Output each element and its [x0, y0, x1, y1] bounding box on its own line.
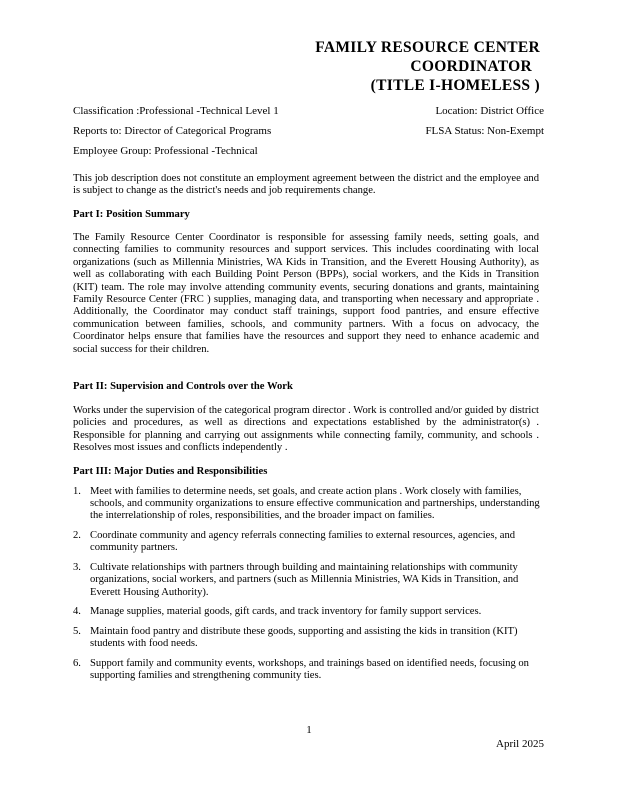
- duty-number: 5.: [73, 626, 81, 638]
- duty-item: [73, 562, 543, 599]
- employee-group: Employee Group: Professional -Technical: [73, 145, 258, 157]
- part1-heading: Part I: Position Summary: [73, 209, 190, 220]
- duty-text: Meet with families to determine needs, set goals, and create action plans . Work closely with families, schools, and community organizations to ensure effective communication and partnerships, understanding the interrelationship of roles, responsibilities, and the broader impact on families.: [90, 486, 540, 522]
- duty-item: [73, 486, 543, 523]
- reports-to: Reports to: Director of Categorical Programs: [73, 125, 272, 137]
- classification: Classification :Professional -Technical Level 1: [73, 105, 279, 117]
- duties-list: [73, 486, 543, 690]
- duty-number: 3.: [73, 562, 81, 574]
- part2-text: Works under the supervision of the categorical program director . Work is controlled and/or guided by district policies and procedures, as well as directions and expectations established by the administrator(s) . Responsible for planning and carrying out assignments while connecting family, community, and schools . Resolves most issues and conflicts independently .: [73, 405, 539, 454]
- title-line-3: (TITLE I-HOMELESS ): [370, 77, 540, 94]
- duty-text: Coordinate community and agency referrals connecting families to external resources, agencies, and community partners.: [90, 530, 516, 554]
- part1-summary: The Family Resource Center Coordinator is responsible for assessing family needs, setting goals, and connecting families to community resources and support services. This includes coordinating with local organizations (such as Millennia Ministries, WA Kids in Transition, and the Everett Housing Authority), as well as collaborating with each Building Point Person (BPPs), social workers, and the Kids in Transition (KIT) team. The role may involve attending community events, securing donations and grants, maintaining Family Resource Center (FRC ) supplies, managing data, and transporting when necessary and appropriate . Additionally, the Coordinator may conduct staff trainings, support food pantries, and ensure effective communication between families, schools, and community partners. With a focus on advocacy, the Coordinator helps ensure that families have the resources and support they need to enhance academic and social success for their children.: [73, 232, 539, 355]
- flsa-status: FLSA Status: Non-Exempt: [425, 125, 544, 137]
- revision-date: April 2025: [496, 738, 544, 750]
- page-number: 1: [306, 724, 312, 736]
- duty-item: [73, 626, 543, 650]
- title-line-1: FAMILY RESOURCE CENTER: [315, 39, 540, 56]
- duty-number: 2.: [73, 530, 81, 542]
- duty-text: Manage supplies, material goods, gift cards, and track inventory for family support services.: [90, 606, 482, 618]
- duty-text: Maintain food pantry and distribute these goods, supporting and assisting the kids in transition (KIT) students with food needs.: [90, 626, 518, 650]
- duty-item: [73, 530, 543, 554]
- title-line-2: COORDINATOR: [410, 58, 532, 75]
- part3-heading: Part III: Major Duties and Responsibilities: [73, 466, 268, 477]
- part2-heading: Part II: Supervision and Controls over the Work: [73, 381, 293, 392]
- disclaimer: This job description does not constitute an employment agreement between the district and the employee and is subject to change as the district's needs and job requirements change.: [73, 173, 539, 197]
- duty-item: [73, 658, 543, 682]
- duty-number: 1.: [73, 486, 81, 497]
- duty-text: Support family and community events, workshops, and trainings based on identified needs, focusing on supporting families and strengthening community ties.: [90, 658, 529, 682]
- document-title: [315, 38, 540, 95]
- duty-text: Cultivate relationships with partners through building and maintaining relationships with community organizations, social workers, and partners (such as Millennia Ministries, WA Kids in Transition, and Everett Housing Authority).: [90, 562, 519, 598]
- duty-item: [73, 606, 543, 618]
- duty-number: 6.: [73, 658, 81, 670]
- location: Location: District Office: [435, 105, 544, 117]
- duty-number: 4.: [73, 606, 81, 618]
